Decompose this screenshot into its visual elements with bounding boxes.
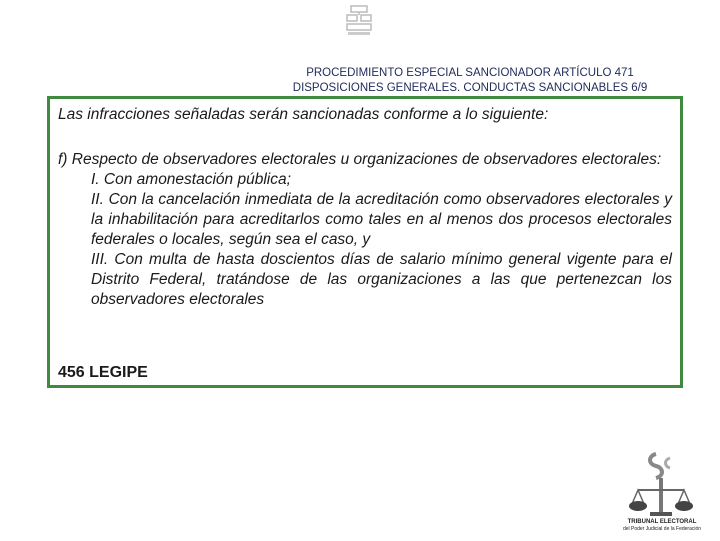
- header-line-1: PROCEDIMIENTO ESPECIAL SANCIONADOR ARTÍCULO 471: [306, 67, 634, 79]
- item-f: f) Respecto de observadores electorales u organizaciones de observadores electorales:: [58, 151, 662, 168]
- item-ii: II. Con la cancelación inmediata de la acreditación como observadores electorales y la inhabilitación para acreditarlos como tales en al menos dos procesos electorales federales o locales, según sea el caso, y: [91, 191, 672, 248]
- content-box: [47, 96, 683, 388]
- emblem-title: TRIBUNAL ELECTORAL: [627, 519, 697, 525]
- emblem-caption: [612, 519, 712, 533]
- sanctions-paragraph: [58, 150, 672, 310]
- slide-header: [230, 66, 710, 96]
- header-line-2: DISPOSICIONES GENERALES. CONDUCTAS SANCIONABLES 6/9: [292, 82, 648, 94]
- intro-text: Las infracciones señaladas serán sancionadas conforme a lo siguiente:: [58, 106, 549, 123]
- item-i: I. Con amonestación pública;: [91, 171, 291, 188]
- legal-reference: 456 LEGIPE: [58, 364, 148, 381]
- item-iii: III. Con multa de hasta doscientos días de salario mínimo general vigente para el Distrito Federal, tratándose de las organizaciones a las que pertenezcan los observadores electorales: [91, 251, 672, 308]
- top-logo-icon: [344, 4, 374, 36]
- emblem-subtitle: del Poder Judicial de la Federación: [622, 526, 702, 532]
